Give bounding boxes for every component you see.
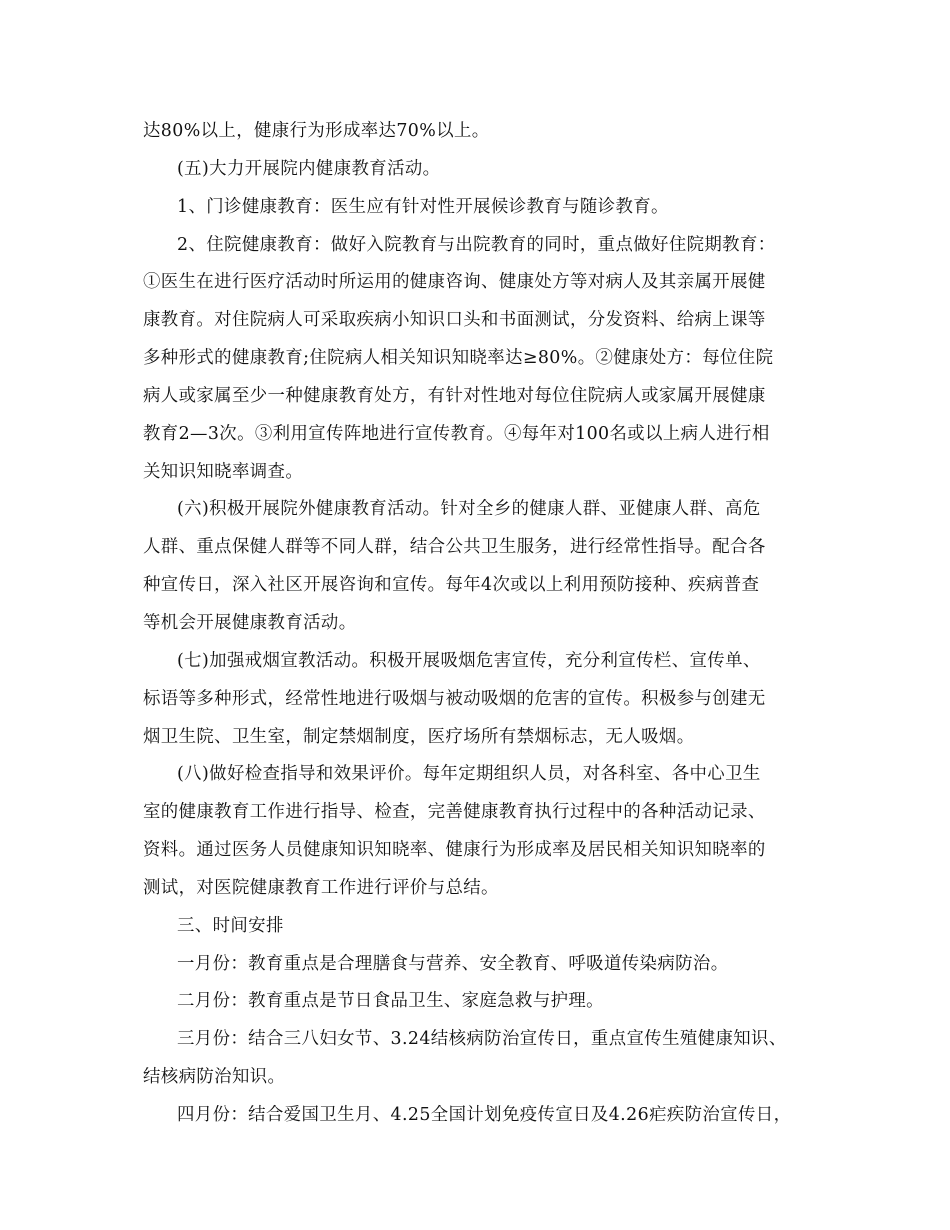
text-line: 资料。通过医务人员健康知识知晓率、健康行为形成率及居民相关知识知晓率的 (143, 840, 766, 861)
text-line: 三月份：结合三八妇女节、3.24结核病防治宣传日，重点宣传生殖健康知识、 (177, 1029, 787, 1050)
text-line: 教育2—3次。③利用宣传阵地进行宣传教育。④每年对100名或以上病人进行相 (143, 423, 770, 444)
text-line: (七)加强戒烟宣教活动。积极开展吸烟危害宣传，充分利宣传栏、宣传单、 (177, 650, 761, 671)
text-line: 一月份：教育重点是合理膳食与营养、安全教育、呼吸道传染病防治。 (177, 953, 729, 974)
text-line: 三、时间安排 (177, 915, 284, 936)
text-line: (八)做好检查指导和效果评价。每年定期组织人员，对各科室、各中心卫生 (177, 764, 761, 785)
text-line: 康教育。对住院病人可采取疾病小知识口头和书面测试，分发资料、给病上课等 (143, 310, 766, 331)
text-line: 测试，对医院健康教育工作进行评价与总结。 (143, 877, 499, 898)
text-line: 室的健康教育工作进行指导、检查，完善健康教育执行过程中的各种活动记录、 (143, 802, 766, 823)
text-line: 标语等多种形式，经常性地进行吸烟与被动吸烟的危害的宣传。积极参与创建无 (143, 688, 766, 709)
text-line: 二月份：教育重点是节日食品卫生、家庭急救与护理。 (177, 991, 604, 1012)
text-line: 2、住院健康教育：做好入院教育与出院教育的同时，重点做好住院期教育： (177, 234, 776, 255)
text-line: 1、门诊健康教育：医生应有针对性开展候诊教育与随诊教育。 (177, 196, 669, 217)
text-line: 人群、重点保健人群等不同人群，结合公共卫生服务，进行经常性指导。配合各 (143, 537, 766, 558)
text-line: 烟卫生院、卫生室，制定禁烟制度，医疗场所有禁烟标志，无人吸烟。 (143, 726, 695, 747)
text-line: 关知识知晓率调查。 (143, 461, 304, 482)
text-line: 多种形式的健康教育;住院病人相关知识知晓率达≥80%。②健康处方：每位住院 (143, 348, 774, 369)
text-line: (六)积极开展院外健康教育活动。针对全乡的健康人群、亚健康人群、高危 (177, 499, 761, 520)
text-line: 病人或家属至少一种健康教育处方，有针对性地对每位住院病人或家属开展健康 (143, 385, 766, 406)
text-line: 达80%以上，健康行为形成率达70%以上。 (143, 121, 490, 141)
text-line: 等机会开展健康教育活动。 (143, 612, 357, 633)
document-body (143, 116, 823, 1131)
text-line: 四月份：结合爱国卫生月、4.25全国计划免疫传宣日及4.26疟疾防治宣传日， (177, 1104, 792, 1125)
text-line: (五)大力开展院内健康教育活动。 (177, 158, 441, 179)
text-line: ①医生在进行医疗活动时所运用的健康咨询、健康处方等对病人及其亲属开展健 (143, 272, 766, 293)
text-line: 种宣传日，深入社区开展咨询和宣传。每年4次或以上利用预防接种、疾病普查 (143, 575, 760, 596)
text-line: 结核病防治知识。 (143, 1067, 286, 1088)
